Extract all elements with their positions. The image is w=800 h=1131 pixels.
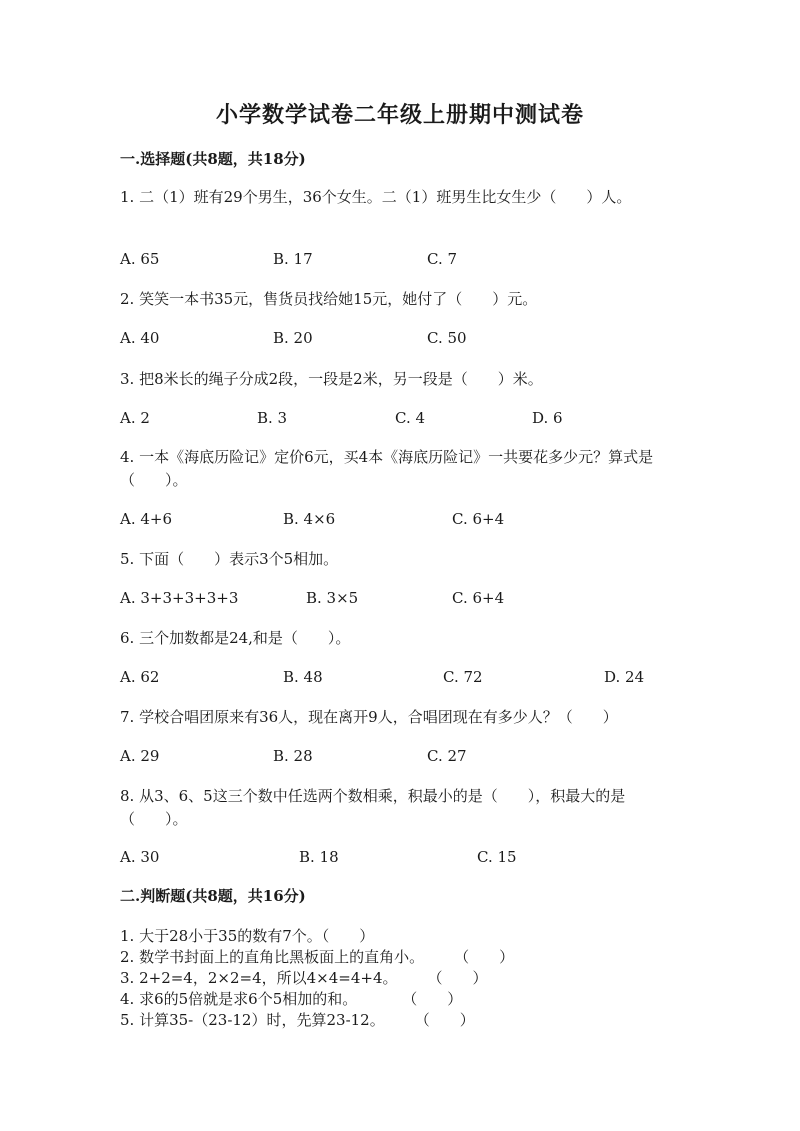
option-2-c: C. 50 (427, 329, 467, 347)
option-4-a: A. 4+6 (120, 510, 173, 528)
question-6: 6. 三个加数都是24,和是（ ）。 (120, 629, 351, 647)
question-4: 4. 一本《海底历险记》定价6元，买4本《海底历险记》一共要花多少元？算式是（ ）。 (120, 448, 654, 489)
true-false-item-5: 5. 计算35-（23-12）时，先算23-12。 （ ） (120, 1011, 475, 1029)
option-4-b: B. 4×6 (283, 510, 336, 528)
true-false-item-3: 3. 2+2=4，2×2=4，所以4×4=4+4。 （ ） (120, 969, 488, 987)
option-7-a: A. 29 (120, 747, 160, 765)
option-3-b: B. 3 (257, 409, 288, 427)
question-7: 7. 学校合唱团原来有36人，现在离开9人，合唱团现在有多少人？（ ） (120, 708, 618, 726)
option-6-b: B. 48 (283, 668, 323, 686)
option-2-b: B. 20 (273, 329, 313, 347)
option-1-c: C. 7 (427, 250, 458, 268)
question-8: 8. 从3、6、5这三个数中任选两个数相乘，积最小的是（ ），积最大的是（ ）。 (120, 787, 626, 828)
option-8-b: B. 18 (299, 848, 339, 866)
option-6-d: D. 24 (604, 668, 645, 686)
section-heading-multiple-choice: 一.选择题(共8题，共18分) (120, 150, 306, 168)
question-1: 1. 二（1）班有29个男生，36个女生。二（1）班男生比女生少（ ）人。 (120, 188, 632, 206)
option-3-c: C. 4 (395, 409, 426, 427)
page-title: 小学数学试卷二年级上册期中测试卷 (215, 102, 584, 128)
option-5-c: C. 6+4 (452, 589, 505, 607)
option-6-c: C. 72 (443, 668, 483, 686)
question-5: 5. 下面（ ）表示3个5相加。 (120, 550, 339, 568)
true-false-item-4: 4. 求6的5倍就是求6个5相加的和。 （ ） (120, 990, 463, 1008)
question-2: 2. 笑笑一本书35元，售货员找给她15元，她付了（ ）元。 (120, 290, 538, 308)
option-3-d: D. 6 (532, 409, 563, 427)
option-3-a: A. 2 (120, 409, 150, 427)
option-8-c: C. 15 (477, 848, 517, 866)
option-8-a: A. 30 (120, 848, 160, 866)
question-3: 3. 把8米长的绳子分成2段，一段是2米，另一段是（ ）米。 (120, 370, 543, 388)
section-heading-true-false: 二.判断题(共8题，共16分) (120, 887, 306, 905)
option-7-c: C. 27 (427, 747, 467, 765)
option-2-a: A. 40 (120, 329, 160, 347)
option-5-b: B. 3×5 (306, 589, 359, 607)
option-7-b: B. 28 (273, 747, 313, 765)
true-false-item-1: 1. 大于28小于35的数有7个。（ ） (120, 927, 375, 945)
option-5-a: A. 3+3+3+3+3 (120, 589, 239, 607)
option-4-c: C. 6+4 (452, 510, 505, 528)
option-6-a: A. 62 (120, 668, 160, 686)
option-1-b: B. 17 (273, 250, 313, 268)
option-1-a: A. 65 (120, 250, 160, 268)
true-false-item-2: 2. 数学书封面上的直角比黑板面上的直角小。 （ ） (120, 948, 515, 966)
